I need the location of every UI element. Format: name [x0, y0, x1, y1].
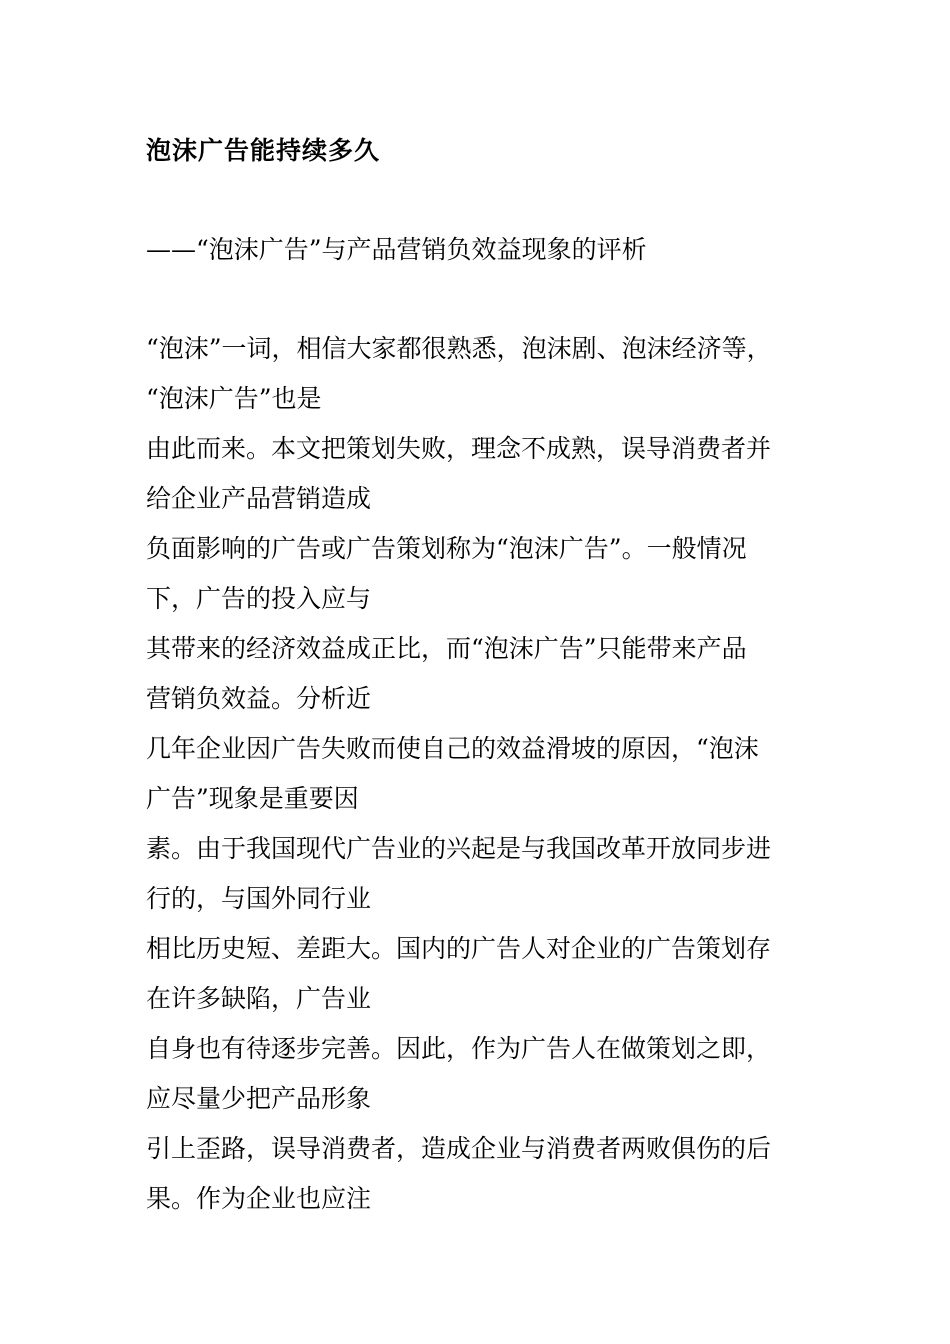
- body-line: “泡沫广告”也是: [146, 384, 322, 413]
- body-line: 几年企业因广告失败而使自己的效益滑坡的原因，“泡沫: [146, 734, 759, 763]
- document-subtitle: ——“泡沫广告”与产品营销负效益现象的评析: [146, 235, 647, 264]
- body-line: 行的，与国外同行业: [146, 884, 372, 913]
- body-line: 其带来的经济效益成正比，而“泡沫广告”只能带来产品: [146, 634, 747, 663]
- body-line: 营销负效益。分析近: [146, 684, 372, 713]
- body-line: 果。作为企业也应注: [146, 1184, 372, 1213]
- body-line: 负面影响的广告或广告策划称为“泡沫广告”。一般情况: [146, 534, 747, 563]
- body-line: 自身也有待逐步完善。因此，作为广告人在做策划之即，: [146, 1034, 772, 1063]
- body-line: 素。由于我国现代广告业的兴起是与我国改革开放同步进: [146, 834, 772, 863]
- body-line: 下，广告的投入应与: [146, 584, 372, 613]
- body-line: “泡沫”一词，相信大家都很熟悉，泡沫剧、泡沫经济等，: [146, 334, 772, 363]
- body-line: 相比历史短、差距大。国内的广告人对企业的广告策划存: [146, 934, 772, 963]
- document-title: 泡沫广告能持续多久: [146, 136, 381, 165]
- body-line: 给企业产品营销造成: [146, 484, 372, 513]
- body-line: 在许多缺陷，广告业: [146, 984, 372, 1013]
- body-line: 广告”现象是重要因: [146, 784, 359, 813]
- body-line: 引上歪路，误导消费者，造成企业与消费者两败俱伤的后: [146, 1134, 772, 1163]
- body-line: 应尽量少把产品形象: [146, 1084, 372, 1113]
- body-line: 由此而来。本文把策划失败，理念不成熟，误导消费者并: [146, 434, 772, 463]
- body-text: [146, 331, 826, 1231]
